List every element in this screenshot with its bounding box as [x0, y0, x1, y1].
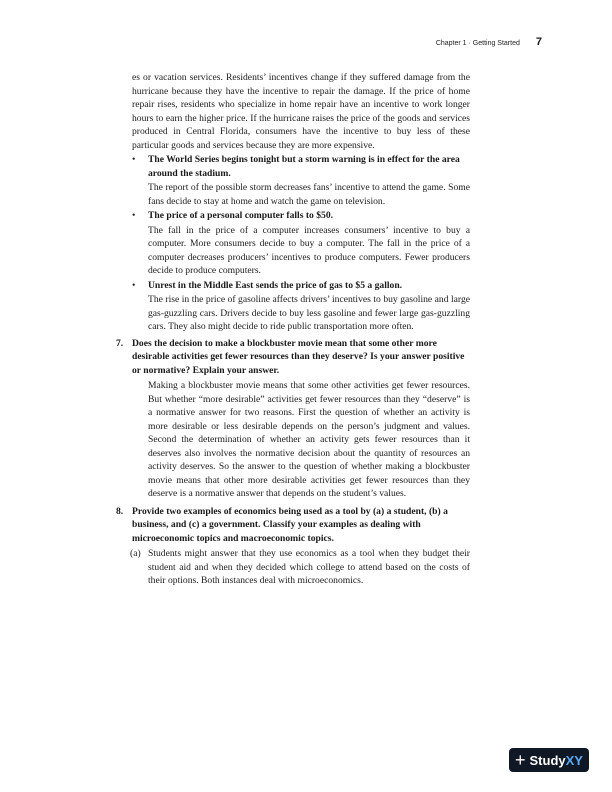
bullet-item [132, 153, 470, 208]
question-number: 7. [116, 337, 124, 349]
bullet-item [132, 209, 470, 278]
bullet-dot: • [132, 210, 136, 221]
bullet-dot: • [132, 279, 136, 291]
page-number: 7 [535, 36, 542, 48]
sub-answer [118, 547, 470, 588]
chapter-title: Chapter 1 · Getting Started [435, 40, 520, 47]
bullet-dot: • [132, 154, 136, 165]
answer-text: Making a blockbuster movie means that some other activities get fewer resources. But whether “more desirable” activities get fewer resources than they “deserve” is a normative answer for two reasons. First the question of whether an activity is more desirable or less desirable depends on the person’s judgment and values. Second the determination of whether an activity gets fewer resources than it deserves also involves the normative decision about the quantity of resources an activity deserves. So the answer to the question of whether making a blockbuster movie means that other more desirable activities get fewer resources than they deserve is a normative answer that depends on the student’s values. [148, 380, 470, 499]
intro-paragraph: es or vacation services. Residents’ incentives change if they suffered damage from the hurricane because they have the incentive to repair the damage. If the price of home repair rises, residents who specialize in home repair have an incentive to work longer hours to earn the higher price. If the hurricane raises the price of the goods and services produced in Central Florida, consumers have the incentive to buy less of these particular goods and services because they are more expensive. [132, 72, 470, 151]
question-8 [116, 505, 470, 588]
sub-answer-label: (a) [130, 548, 141, 559]
logo-text-xy: XY [565, 752, 583, 768]
sub-answer-text: Students might answer that they use economics as a tool when they budget their student aid and when they decided which college to attend based on the costs of their options. Both instances deal with microeconomics. [148, 548, 470, 586]
bullet-heading: Unrest in the Middle East sends the price of gas to $5 a gallon. [148, 279, 403, 291]
bullet-heading: The World Series begins tonight but a storm warning is in effect for the area around the stadium. [148, 154, 460, 179]
question-text: Provide two examples of economics being used as a tool by (a) a student, (b) a business, and (c) a government. Classify your examples as dealing with microeconomic topics and macroeconomic topics. [132, 505, 448, 544]
question-text: Does the decision to make a blockbuster movie mean that some other more desirable activities get fewer resources than they deserve? Is your answer positive or normative? Explain your answer. [132, 337, 465, 376]
bullet-item [132, 279, 470, 334]
studyxy-logo[interactable] [509, 748, 589, 772]
bullet-body: The fall in the price of a computer increases consumers’ incentive to buy a computer. More consumers decide to buy a computer. The fall in the price of a computer decreases producers’ incentives to produce computers. Fewer producers decide to produce computers. [148, 224, 470, 276]
plus-icon: + [515, 750, 526, 770]
question-7 [116, 337, 470, 501]
bullet-body: The report of the possible storm decreases fans’ incentive to attend the game. Some fans decide to stay at home and watch the game on television. [148, 182, 470, 207]
logo-text-study: Study [529, 752, 566, 768]
bullet-heading: The price of a personal computer falls to $50. [148, 210, 334, 221]
bullet-body: The rise in the price of gasoline affects drivers’ incentives to buy gasoline and large gas-guzzling cars. Drivers decide to buy less gasoline and fewer large gas-guzzling cars. They also might decide to ride public transportation more often. [148, 294, 470, 332]
page-body [116, 71, 470, 588]
question-number: 8. [116, 505, 124, 517]
running-header [436, 36, 542, 50]
